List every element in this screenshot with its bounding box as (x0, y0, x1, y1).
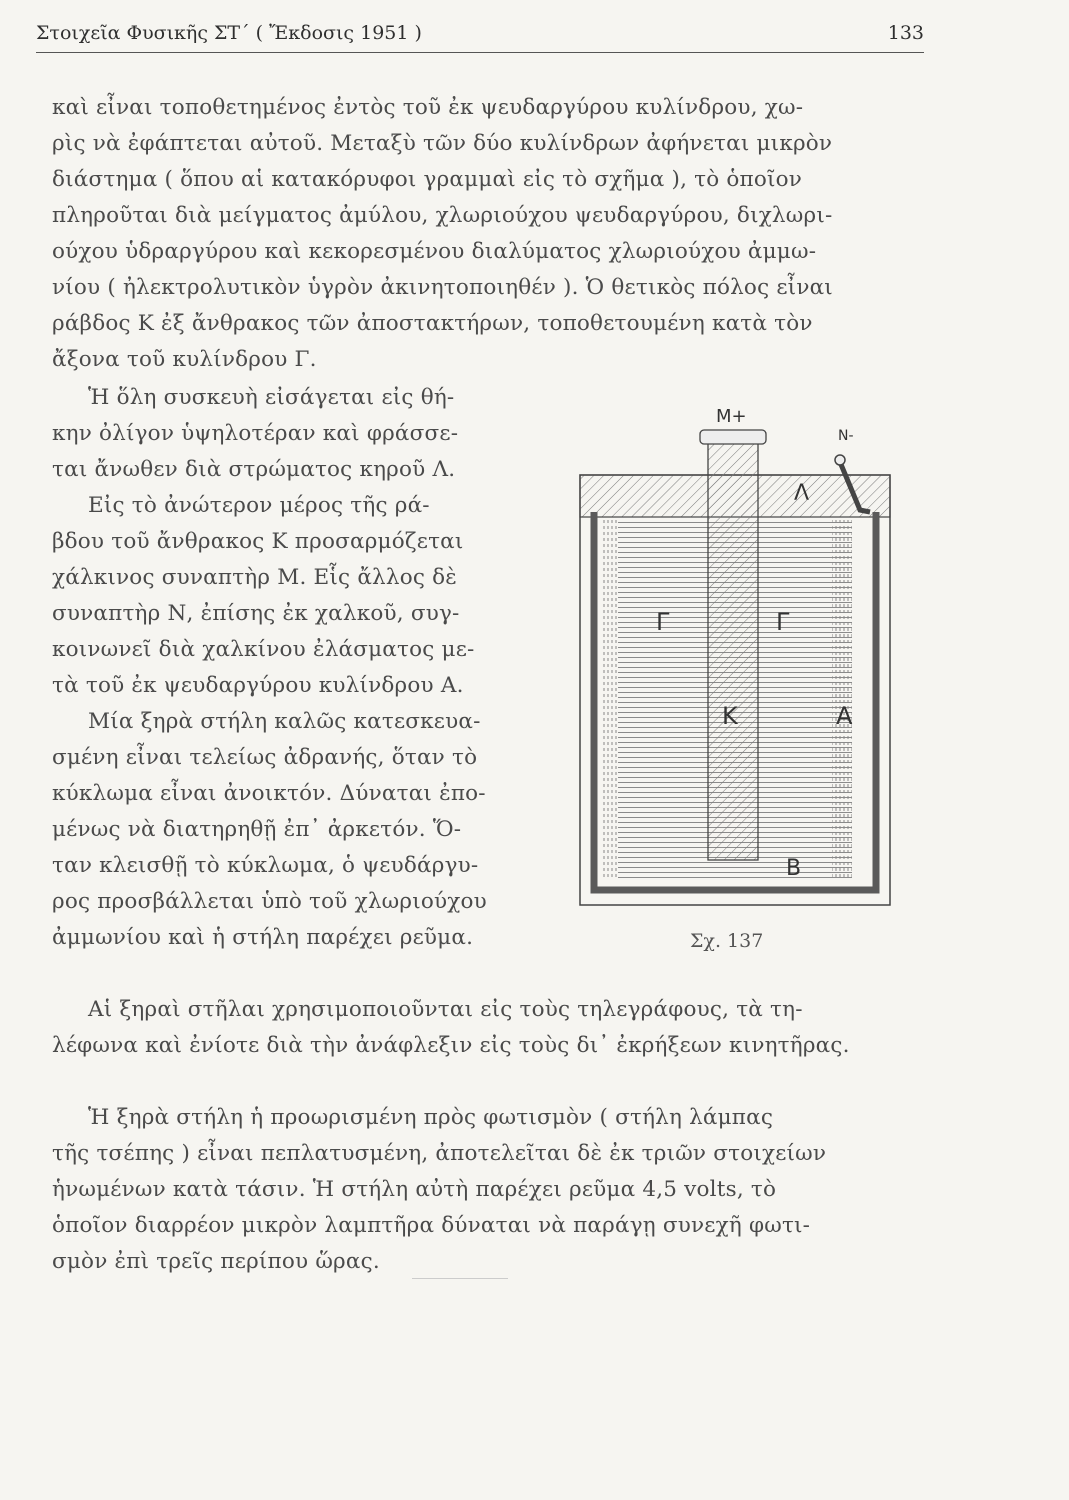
text-line: κοινωνεῖ διὰ χαλκίνου ἐλάσματος με- (52, 637, 475, 662)
text-line: ούχου ὑδραργύρου καὶ κεκορεσμένου διαλύματος χλωριούχου ἀμμω- (52, 239, 817, 264)
carbon-rod (708, 440, 758, 860)
text-line: συναπτὴρ Ν, ἐπίσης ἐκ χαλκοῦ, συγ- (52, 601, 460, 626)
paragraph-flashlight (52, 1100, 932, 1280)
running-title: Στοιχεῖα Φυσικῆς ΣΤ΄ ( Ἔκδοσις 1951 ) (36, 22, 422, 44)
paragraph-intro (52, 90, 922, 378)
text-line: λέφωνα καὶ ἐνίοτε διὰ τὴν ἀνάφλεξιν εἰς τοὺς δι᾽ ἐκρήξεων κινητῆρας. (52, 1033, 850, 1058)
label-lambda: Λ (794, 481, 810, 506)
text-line: διάστημα ( ὅπου αἱ κατακόρυφοι γραμμαὶ εἰς τὸ σχῆμα ), τὸ ὁποῖον (52, 167, 803, 192)
text-line: Εἰς τὸ ἀνώτερον μέρος τῆς ρά- (88, 493, 430, 518)
text-line: Αἱ ξηραὶ στῆλαι χρησιμοποιοῦνται εἰς τοὺς τηλεγράφους, τὰ τη- (88, 997, 803, 1022)
text-line: σμὸν ἐπὶ τρεῖς περίπου ὥρας. (52, 1249, 380, 1274)
dry-cell-diagram (570, 400, 900, 920)
text-line: καὶ εἶναι τοποθετημένος ἐντὸς τοῦ ἐκ ψευδαργύρου κυλίνδρου, χω- (52, 95, 804, 120)
dry-cell-figure (570, 400, 900, 920)
text-line: χάλκινος συναπτὴρ Μ. Εἷς ἄλλος δὲ (52, 565, 458, 590)
text-line: βδου τοῦ ἄνθρακος Κ προσαρμόζεται (52, 529, 464, 554)
label-gamma-left: Γ (656, 608, 670, 636)
text-line: τῆς τσέπης ) εἶναι πεπλατυσμένη, ἀποτελεῖται δὲ ἐκ τριῶν στοιχείων (52, 1141, 827, 1166)
text-line: Ἡ ὅλη συσκευὴ εἰσάγεται εἰς θή- (88, 385, 455, 410)
text-line: σμένη εἶναι τελείως ἀδρανής, ὅταν τὸ (52, 745, 478, 770)
text-line: ράβδος Κ ἐξ ἄνθρακος τῶν ἀποστακτήρων, τοποθετουμένη κατὰ τὸν (52, 311, 813, 336)
label-gamma-right: Γ (776, 608, 790, 636)
text-line: κύκλωμα εἶναι ἀνοικτόν. Δύναται ἐπο- (52, 781, 486, 806)
page-header (36, 20, 924, 53)
text-line: ὁποῖον διαρρέον μικρὸν λαμπτῆρα δύναται νὰ παράγῃ συνεχῆ φωτι- (52, 1213, 811, 1238)
text-line: ταν κλεισθῇ τὸ κύκλωμα, ὁ ψευδάργυ- (52, 853, 479, 878)
text-line: ρος προσβάλλεται ὑπὸ τοῦ χλωριούχου (52, 889, 487, 914)
text-line: ται ἄνωθεν διὰ στρώματος κηροῦ Λ. (52, 457, 456, 482)
text-line: ρὶς νὰ ἐφάπτεται αὐτοῦ. Μεταξὺ τῶν δύο κυλίνδρων ἀφήνεται μικρὸν (52, 131, 833, 156)
label-m-plus: M+ (716, 406, 747, 427)
text-line: ἡνωμένων κατὰ τάσιν. Ἡ στήλη αὐτὴ παρέχει ρεῦμα 4,5 volts, τὸ (52, 1177, 777, 1202)
paragraph-uses (52, 992, 932, 1064)
text-line: κην ὀλίγον ὑψηλοτέραν καὶ φράσσε- (52, 421, 459, 446)
label-b: B (786, 856, 802, 881)
electrolyte-left (602, 517, 618, 879)
electrolyte-right (832, 517, 852, 879)
label-a: A (836, 702, 853, 730)
negative-terminal (835, 455, 845, 465)
text-line: πληροῦται διὰ μείγματος ἀμύλου, χλωριούχου ψευδαργύρου, διχλωρι- (52, 203, 833, 228)
label-n-minus: N- (838, 428, 854, 444)
page-number: 133 (887, 22, 924, 44)
text-line: Μία ξηρὰ στήλη καλῶς κατεσκευα- (88, 709, 481, 734)
text-line: τὰ τοῦ ἐκ ψευδαργύρου κυλίνδρου Α. (52, 673, 464, 698)
paragraph-apparatus (52, 380, 542, 956)
rod-cap (700, 430, 766, 444)
end-rule (412, 1278, 508, 1279)
text-line: Ἡ ξηρὰ στήλη ἡ προωρισμένη πρὸς φωτισμὸν ( στήλη λάμπας (88, 1105, 774, 1130)
figure-caption: Σχ. 137 (690, 930, 764, 952)
label-k: K (722, 702, 738, 730)
text-line: μένως νὰ διατηρηθῇ ἐπ᾽ ἀρκετόν. Ὅ- (52, 817, 462, 842)
text-line: ἀμμωνίου καὶ ἡ στήλη παρέχει ρεῦμα. (52, 925, 474, 950)
text-line: νίου ( ἠλεκτρολυτικὸν ὑγρὸν ἀκινητοποιηθέν ). Ὁ θετικὸς πόλος εἶναι (52, 275, 833, 300)
text-line: ἄξονα τοῦ κυλίνδρου Γ. (52, 347, 317, 372)
